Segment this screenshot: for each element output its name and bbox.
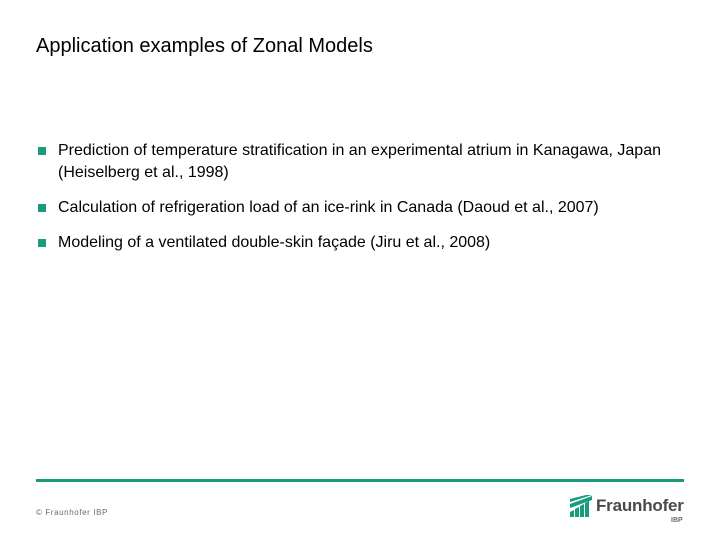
- bullet-item: [36, 197, 696, 219]
- footer-divider: [36, 479, 684, 482]
- bullet-item: [36, 140, 696, 184]
- fraunhofer-logo-icon: [570, 495, 592, 517]
- bullet-text: Calculation of refrigeration load of an ice-rink in Canada (Daoud et al., 2007): [58, 199, 599, 216]
- square-bullet-icon: [38, 147, 46, 155]
- square-bullet-icon: [38, 204, 46, 212]
- bullet-text: Modeling of a ventilated double-skin façade (Jiru et al., 2008): [58, 234, 491, 251]
- bullet-list: [36, 140, 696, 267]
- copyright-text: © Fraunhofer IBP: [36, 508, 108, 517]
- slide-title: Application examples of Zonal Models: [36, 35, 373, 57]
- logo-subtitle: IBP: [671, 517, 683, 524]
- square-bullet-icon: [38, 239, 46, 247]
- bullet-text: Prediction of temperature stratification in an experimental atrium in Kanagawa, Japan (Heiselberg et al., 1998): [58, 142, 661, 181]
- logo-wordmark: Fraunhofer: [596, 496, 684, 515]
- fraunhofer-logo: [570, 493, 690, 529]
- bullet-item: [36, 232, 696, 254]
